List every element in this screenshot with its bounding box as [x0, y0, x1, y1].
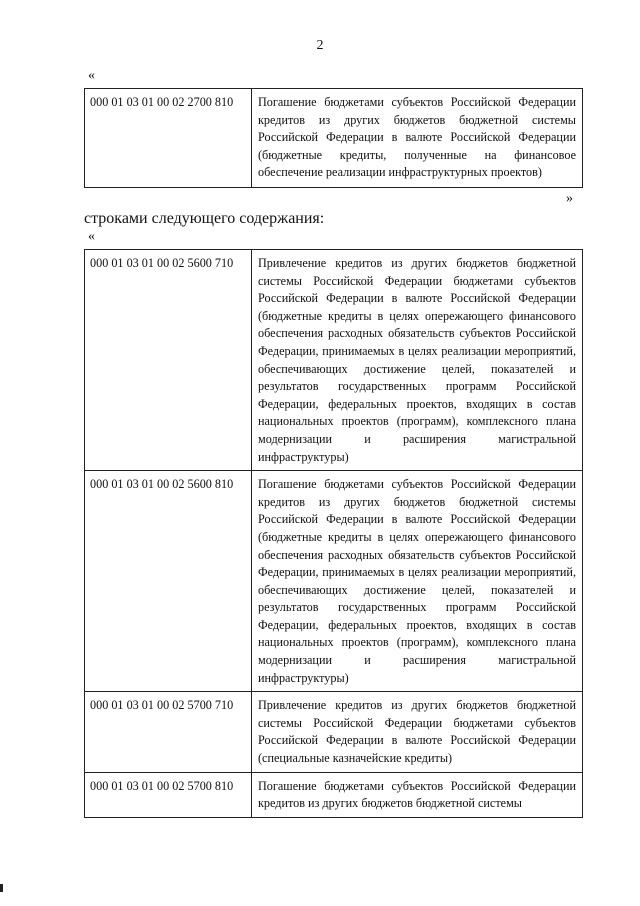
lead-text: строками следующего содержания:	[84, 210, 325, 227]
main-table	[84, 249, 583, 818]
table-cell-code: 000 01 03 01 00 02 5700 710	[85, 692, 252, 772]
table-row	[85, 692, 583, 772]
top-table	[84, 88, 583, 188]
table-row	[85, 471, 583, 692]
page-number: 2	[316, 38, 324, 53]
open-quote-top: «	[88, 68, 95, 83]
table-cell-code: 000 01 03 01 00 02 2700 810	[85, 89, 252, 188]
table-row	[85, 89, 583, 188]
table-cell-description: Погашение бюджетами субъектов Российской Федерации кредитов из других бюджетов бюджетной системы Российской Федерации в валюте Российской Федерации (бюджетные кредиты в целях опережающего финансового обеспечения расходных обязательств субъектов Российской Федерации, принимаемых в целях реализации мероприятий, обеспечивающих достижение целей, показателей и результатов государственных программ Российской Федерации, федеральных проектов, входящих в состав национальных проектов (программ), комплексного плана модернизации и расширения магистральной инфраструктуры)	[252, 471, 583, 692]
table-cell-code: 000 01 03 01 00 02 5600 810	[85, 471, 252, 692]
table-cell-description: Привлечение кредитов из других бюджетов бюджетной системы Российской Федерации бюджетами субъектов Российской Федерации в валюте Российской Федерации (бюджетные кредиты в целях опережающего финансового обеспечения расходных обязательств субъектов Российской Федерации, принимаемых в целях реализации мероприятий, обеспечивающих достижение целей, показателей и результатов государственных программ Российской Федерации, федеральных проектов, входящих в состав национальных проектов (программ), комплексного плана модернизации и расширения магистральной инфраструктуры)	[252, 250, 583, 471]
scan-edge-mark	[0, 884, 3, 892]
table-row	[85, 772, 583, 817]
table-cell-description: Привлечение кредитов из других бюджетов бюджетной системы Российской Федерации бюджетами субъектов Российской Федерации в валюте Российской Федерации (специальные казначейские кредиты)	[252, 692, 583, 772]
open-quote-main: «	[88, 229, 95, 244]
close-quote-top: »	[566, 191, 573, 206]
table-cell-code: 000 01 03 01 00 02 5600 710	[85, 250, 252, 471]
table-row	[85, 250, 583, 471]
table-cell-description: Погашение бюджетами субъектов Российской Федерации кредитов из других бюджетов бюджетной системы Российской Федерации в валюте Российской Федерации (бюджетные кредиты, полученные на финансовое обеспечение реализации инфраструктурных проектов)	[252, 89, 583, 188]
table-cell-code: 000 01 03 01 00 02 5700 810	[85, 772, 252, 817]
table-cell-description: Погашение бюджетами субъектов Российской Федерации кредитов из других бюджетов бюджетной системы	[252, 772, 583, 817]
